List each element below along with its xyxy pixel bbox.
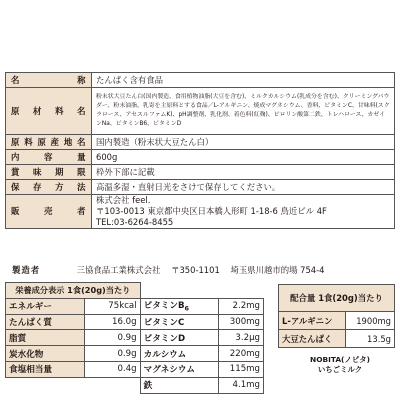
manufacturer-zip: 〒350-1101 (171, 265, 220, 275)
formula-label: 大豆たんぱく (279, 330, 346, 348)
nutrient-label: 食塩相当量 (6, 361, 85, 377)
seller-value (92, 195, 395, 229)
nutrient-label: 脂質 (6, 330, 85, 346)
table-row (6, 377, 264, 393)
origin-value: 国内製造（粉末状大豆たん白） (92, 135, 395, 150)
ingredients-label: 原材料名 (6, 88, 92, 135)
vitamin-value: 2.2mg (218, 298, 263, 314)
manufacturer-address: 埼玉県川越市的場 754-4 (230, 265, 325, 275)
storage-value: 高温多湿・直射日光をさけて保存してください。 (92, 180, 395, 195)
mineral-value: 220mg (218, 346, 263, 362)
formula-label: L-アルギニン (279, 312, 346, 330)
product-name (290, 355, 390, 375)
seller-address: 〒103-0013 東京都中央区日本橋人形町 1-18-6 鳥近ビル 4F (96, 206, 327, 216)
table-row (6, 314, 264, 330)
mineral-value: 115mg (218, 361, 263, 377)
row-storage (6, 180, 395, 195)
mineral-label: マグネシウム (140, 361, 218, 377)
nutrient-value: 0.4g (85, 361, 141, 377)
seller-label: 販売者 (6, 195, 92, 229)
nutrition-table (5, 282, 264, 394)
name-label: 名 称 (6, 73, 92, 88)
nutrient-value: 16.0g (85, 314, 141, 330)
product-brand: NOBITA(ノビタ) (310, 355, 370, 364)
row-volume (6, 150, 395, 165)
row-ingredients (6, 88, 395, 135)
nutrient-label: たんぱく質 (6, 314, 85, 330)
formula-value: 1900mg (346, 312, 395, 330)
table-row (279, 312, 395, 330)
row-expiry (6, 165, 395, 180)
origin-label: 原料原産地名 (6, 135, 92, 150)
vitamin-label: ビタミンD (140, 330, 218, 346)
nutrient-value: 75kcal (85, 298, 141, 314)
nutrient-label: エネルギー (6, 298, 85, 314)
table-row (6, 361, 264, 377)
nutrient-label: 炭水化物 (6, 346, 85, 362)
product-flavor: いちごミルク (317, 365, 363, 374)
manufacturer-line (12, 264, 324, 276)
row-origin (6, 135, 395, 150)
table-row (6, 298, 264, 314)
table-row (6, 330, 264, 346)
volume-label: 内 容 量 (6, 150, 92, 165)
manufacturer-label: 製造者 (12, 265, 41, 275)
row-seller (6, 195, 395, 229)
mineral-label: 鉄 (140, 377, 218, 393)
nutrient-value: 0.9g (85, 346, 141, 362)
table-row (279, 330, 395, 348)
vitamin-label: ビタミン$B_6$ (140, 298, 218, 314)
vitamin-value: 3.2μg (218, 330, 263, 346)
name-value: たんぱく含有食品 (92, 73, 395, 88)
row-name (6, 73, 395, 88)
mineral-label: カルシウム (140, 346, 218, 362)
manufacturer-name: 三協食品工業株式会社 (76, 265, 161, 275)
ingredients-value: 粉末状大豆たん白(国内製造、食用植物油脂(大豆を含む)、ミルクカルシウム(乳成分を含む)、クリーミングパウダー、粉末油脂、乳寄を主原料とする食品／L-アルギニン、焼成マグネシウム、香料、ビタミンC、甘味料(スクラロース、アセスルファムK)、pH調整剤、乳化剤、着色料(紅麹)、ピロリン酸第二鉄、トレハロース、カゼインNa、ビタミンB6、ビタミンD (92, 88, 395, 135)
formula-table (278, 284, 395, 348)
vitamin-label: ビタミンC (140, 314, 218, 330)
vitamin-value: 300mg (218, 314, 263, 330)
storage-label: 保存方法 (6, 180, 92, 195)
product-info-table (5, 72, 395, 229)
seller-name: 株式会社 feel. (96, 195, 151, 205)
formula-title: 配合量 1食(20g)当たり (279, 285, 395, 312)
expiry-label: 賞味期限 (6, 165, 92, 180)
expiry-value: 枠外下部に記載 (92, 165, 395, 180)
volume-value: 600g (92, 150, 395, 165)
seller-tel: TEL:03-6264-8455 (96, 217, 174, 227)
formula-value: 13.5g (346, 330, 395, 348)
table-row (6, 346, 264, 362)
nutrient-value: 0.9g (85, 330, 141, 346)
mineral-value: 4.1mg (218, 377, 263, 393)
nutrition-title: 栄養成分表示 1食(20g)当たり (6, 283, 141, 299)
